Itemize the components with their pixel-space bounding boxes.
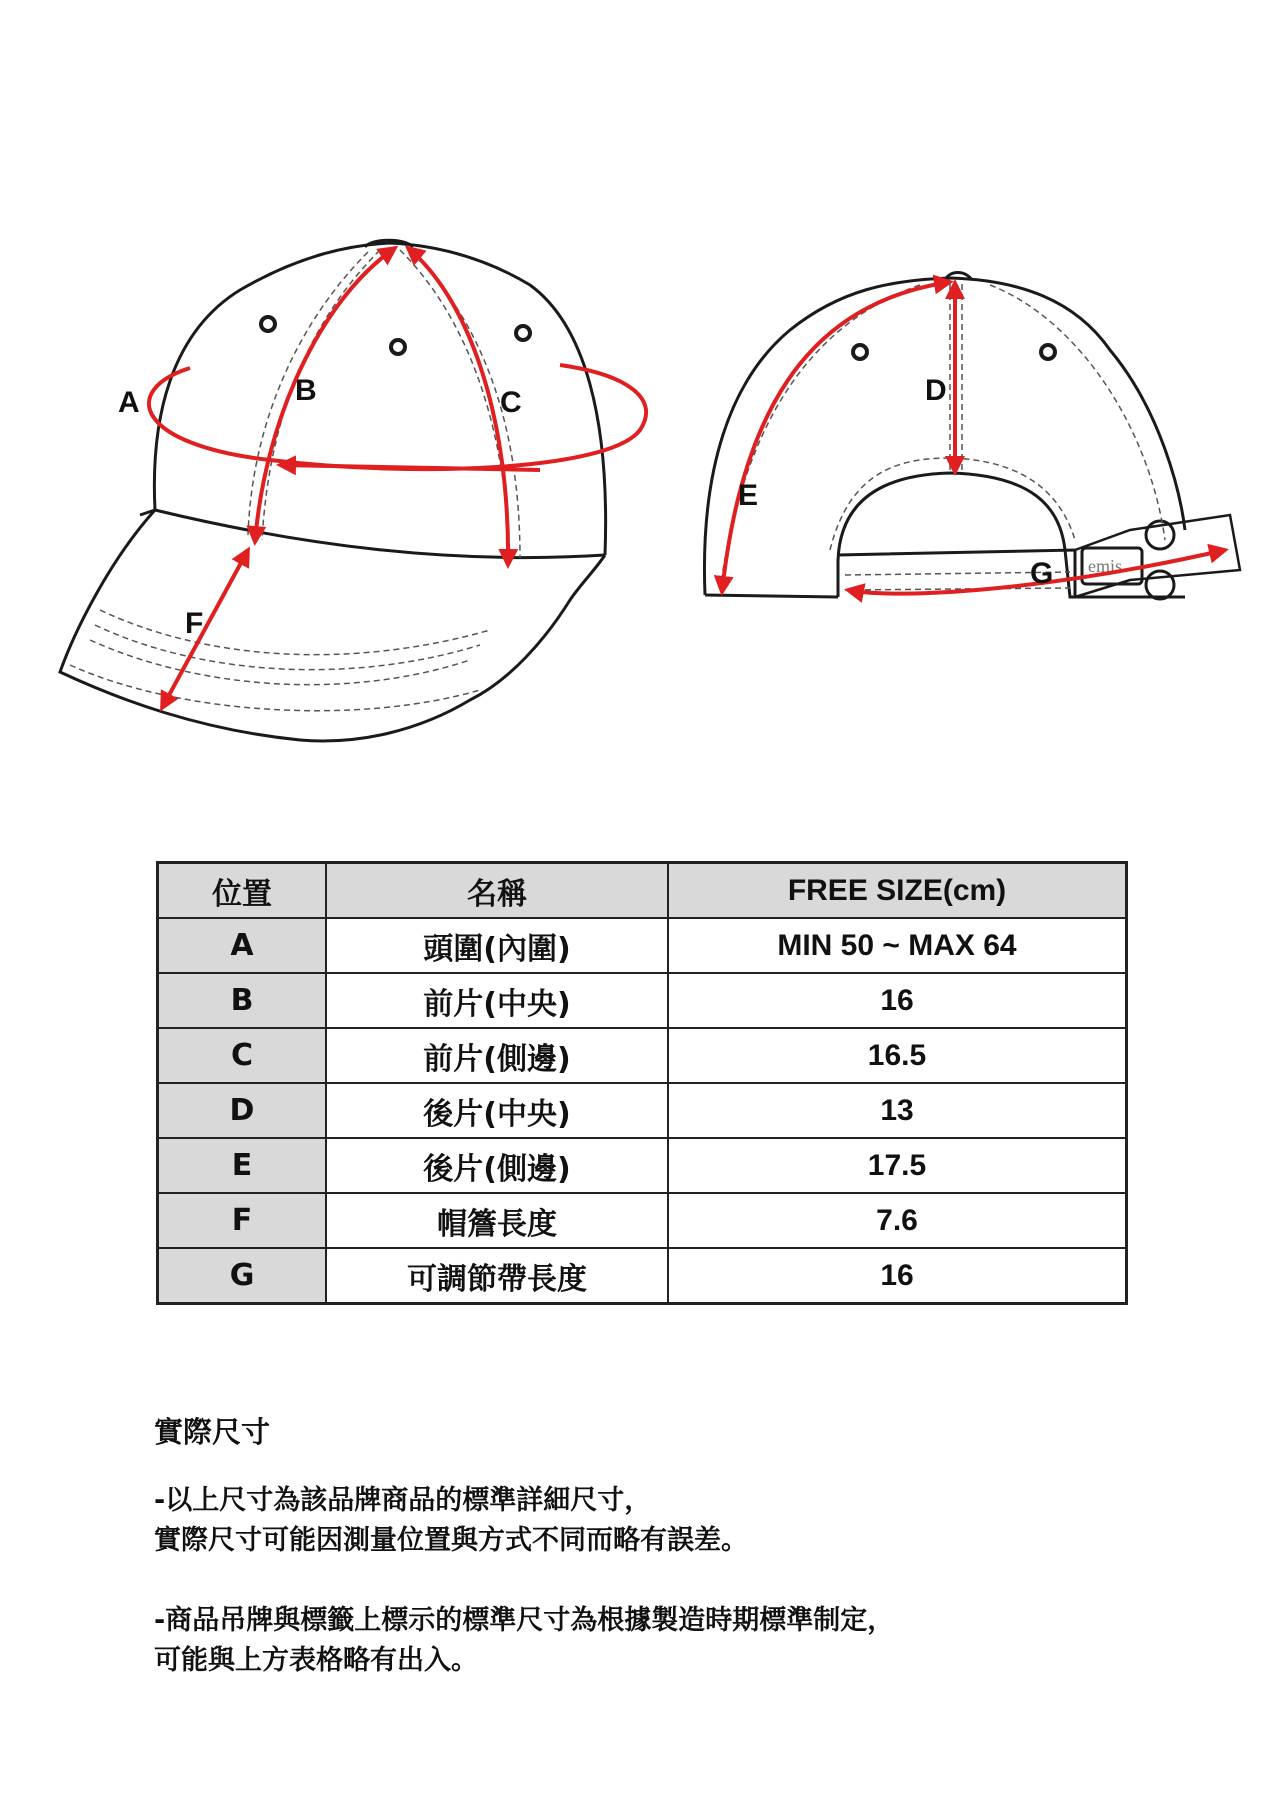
notes-title: 實際尺寸 [154,1415,271,1449]
row-value: 16.5 [668,1028,1127,1083]
cap-measurement-diagram [0,0,1280,800]
label-b: B [295,374,317,407]
table-row [158,1248,1127,1304]
back-cap-drawing [704,273,1240,600]
measure-line-a [149,365,646,469]
label-a: A [118,386,140,419]
front-cap-seams [70,250,520,711]
size-table-wrapper [156,861,1280,1305]
row-name: 帽簷長度 [326,1193,668,1248]
back-cap-seams [720,284,1165,590]
label-f: F [185,607,204,640]
measure-line-c [408,248,508,565]
row-value: MIN 50 ~ MAX 64 [668,918,1127,973]
header-position: 位置 [158,863,327,919]
row-value: 7.6 [668,1193,1127,1248]
row-position: E [158,1138,327,1193]
measure-line-f [162,550,248,708]
row-position: F [158,1193,327,1248]
row-value: 16 [668,1248,1127,1304]
header-free-size: FREE SIZE(cm) [668,863,1127,919]
table-row [158,1028,1127,1083]
note-line: 實際尺寸可能因測量位置與方式不同而略有誤差。 [154,1525,748,1556]
note-line: -以上尺寸為該品牌商品的標準詳細尺寸， [154,1485,652,1516]
table-row [158,1083,1127,1138]
header-name: 名稱 [326,863,668,919]
front-eyelets [261,317,530,354]
note-line: 可能與上方表格略有出入。 [154,1645,478,1676]
row-name: 後片(中央) [326,1083,668,1138]
row-name: 後片(側邊) [326,1138,668,1193]
row-value: 13 [668,1083,1127,1138]
row-position: G [158,1248,327,1304]
note-line: -商品吊牌與標籤上標示的標準尺寸為根據製造時期標準制定， [154,1605,895,1636]
row-name: 前片(中央) [326,973,668,1028]
notes-section [154,1410,1154,1721]
row-value: 16 [668,973,1127,1028]
table-row [158,1138,1127,1193]
label-d: D [925,374,947,407]
measure-line-e [722,282,950,592]
row-position: C [158,1028,327,1083]
row-name: 可調節帶長度 [326,1248,668,1304]
label-e: E [738,479,759,512]
size-table [156,861,1128,1305]
label-g: G [1030,557,1054,590]
note-paragraph-2 [154,1601,1154,1681]
row-name: 頭圍(內圍) [326,918,668,973]
row-value: 17.5 [668,1138,1127,1193]
row-position: D [158,1083,327,1138]
table-row [158,1193,1127,1248]
label-c: C [500,386,522,419]
row-position: A [158,918,327,973]
row-position: B [158,973,327,1028]
row-name: 前片(側邊) [326,1028,668,1083]
strap-logo: emis [1088,556,1122,576]
table-row [158,918,1127,973]
table-header-row [158,863,1127,919]
note-paragraph-1 [154,1481,1154,1561]
table-row [158,973,1127,1028]
